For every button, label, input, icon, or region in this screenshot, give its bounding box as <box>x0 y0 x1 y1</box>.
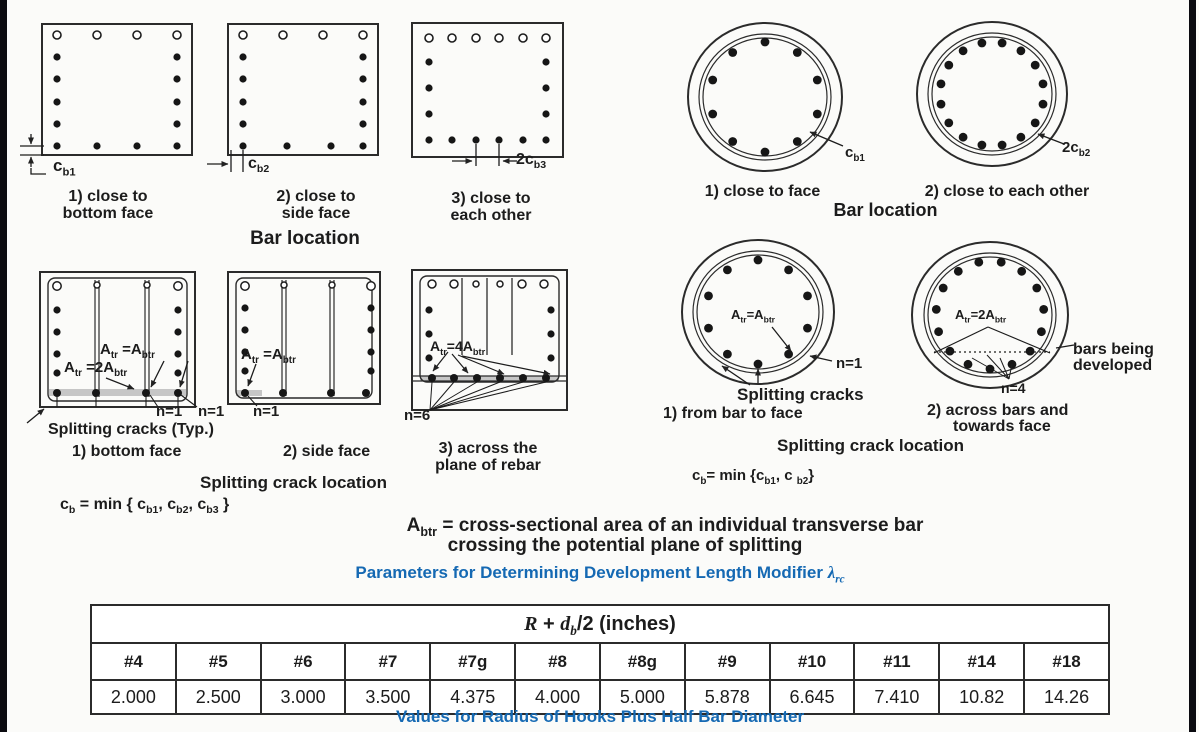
col-header: #7g <box>430 643 515 680</box>
label-n4: n=4 <box>1001 380 1026 396</box>
abtr-definition-line1: $A_{btr}$ = cross-sectional area of an individual transverse bar <box>406 515 924 539</box>
col-header: #8 <box>515 643 600 680</box>
col-header: #14 <box>939 643 1024 680</box>
group-caption-crack-circ: Splitting crack location <box>777 436 965 455</box>
hook-radius-table <box>90 604 1110 715</box>
col-header: #7 <box>345 643 430 680</box>
col-header: #6 <box>261 643 346 680</box>
dim-label-2cb2-circ: $2c_{b2}$ <box>1062 139 1091 159</box>
value-cell: 3.500 <box>345 680 430 714</box>
label-splitting-cracks-typ: Splitting cracks (Typ.) <box>48 421 214 438</box>
caption-side-face: 2) side face <box>283 443 371 460</box>
caption-line: plane of rebar <box>435 457 541 474</box>
label-n1-a: n=1 <box>156 403 183 420</box>
group-caption-crack-rect: Splitting crack location <box>200 473 388 492</box>
dim-label-cb2: $c_{b2}$ <box>248 155 270 176</box>
label-atr-eq-2abtr-sq1: $A_{tr} =2A_{btr}$ <box>64 359 128 379</box>
value-cell: 6.645 <box>770 680 855 714</box>
value-cell: 4.000 <box>515 680 600 714</box>
caption-close-bottom-face <box>48 188 168 222</box>
caption-line: 2) close to <box>276 188 356 205</box>
col-header: #10 <box>770 643 855 680</box>
label-n1-circ: n=1 <box>836 355 863 372</box>
caption-line: 3) across the <box>438 440 538 457</box>
label-n6: n=6 <box>404 407 431 424</box>
caption-across-bars-line2: towards face <box>953 418 1051 435</box>
label-developed: developed <box>1073 357 1153 374</box>
value-cell: 14.26 <box>1024 680 1109 714</box>
label-atr-eq-4abtr-sq3: $A_{tr}=4A_{btr}$ <box>430 338 486 357</box>
col-header: #9 <box>685 643 770 680</box>
caption-close-side-face <box>251 188 381 222</box>
longitudinal-bars <box>53 53 549 149</box>
dim-label-cb1: $c_{b1}$ <box>53 156 76 179</box>
caption-close-each-other-circ: 2) close to each other <box>924 183 1090 200</box>
label-splitting-cracks-circ: Splitting cracks <box>737 385 864 404</box>
formula-cb-min-circ: $c_b= \min \{c_{b1}$, c $_{b2}$} <box>692 467 815 487</box>
caption-close-to-face: 1) close to face <box>704 183 821 200</box>
hooked-top-bars <box>53 31 550 42</box>
table-header-row <box>91 643 1109 680</box>
value-cell: 7.410 <box>854 680 939 714</box>
value-cell: 5.878 <box>685 680 770 714</box>
col-header: #11 <box>854 643 939 680</box>
table-title-row <box>91 605 1109 643</box>
caption-values-radius-hooks: Values for Radius of Hooks Plus Half Bar Diameter <box>395 707 805 726</box>
table-title-cell: $R + d_b/2$ (inches) <box>91 605 1109 643</box>
caption-line: 3) close to <box>451 190 531 207</box>
label-bars-being: bars being <box>1073 341 1154 358</box>
abtr-definition-line2: crossing the potential plane of splitting <box>447 535 803 556</box>
dim-label-2cb3: $2c_{b3}$ <box>516 151 547 172</box>
caption-bottom-face: 1) bottom face <box>72 443 182 460</box>
circle-bars <box>708 38 1047 157</box>
caption-across-bars-line1: 2) across bars and <box>927 402 1069 419</box>
group-caption-bar-location-circ: Bar location <box>833 200 938 220</box>
label-atr-eq-abtr-sq2: $A_{tr} =A_{btr}$ <box>241 346 296 366</box>
value-cell: 10.82 <box>939 680 1024 714</box>
caption-across-plane <box>424 440 552 474</box>
value-cell: 4.375 <box>430 680 515 714</box>
label-n1-b: n=1 <box>198 403 225 420</box>
dim-label-cb1-circ: $c_{b1}$ <box>845 144 865 164</box>
label-atr-eq-abtr-c1: $A_{tr}=A_{btr}$ <box>731 307 776 325</box>
label-atr-eq-2abtr-c2: $A_{tr}=2A_{btr}$ <box>955 307 1007 325</box>
label-atr-eq-abtr-sq1: $A_{tr} =A_{btr}$ <box>100 341 155 361</box>
label-n1-c: n=1 <box>253 403 280 420</box>
col-header: #4 <box>91 643 176 680</box>
col-header: #8g <box>600 643 685 680</box>
caption-line: side face <box>281 205 351 222</box>
caption-line: 1) close to <box>68 188 148 205</box>
col-header: #5 <box>176 643 261 680</box>
formula-cb-min-rect: $c_b = \min$ { $c_{b1}$, $c_{b2}$, $c_{b3}$ } <box>60 496 230 517</box>
group-caption-bar-location-rect: Bar location <box>250 228 360 249</box>
value-cell: 5.000 <box>600 680 685 714</box>
caption-line: bottom face <box>62 205 154 222</box>
value-cell: 2.000 <box>91 680 176 714</box>
caption-parameters-modifier: Parameters for Determining Development Length Modifier $\lambda_{rc}$ <box>355 563 845 586</box>
caption-line: each other <box>450 207 532 224</box>
col-header: #18 <box>1024 643 1109 680</box>
value-cell: 2.500 <box>176 680 261 714</box>
value-cell: 3.000 <box>261 680 346 714</box>
caption-from-bar-to-face: 1) from bar to face <box>663 405 803 422</box>
caption-close-each-other <box>431 190 551 224</box>
